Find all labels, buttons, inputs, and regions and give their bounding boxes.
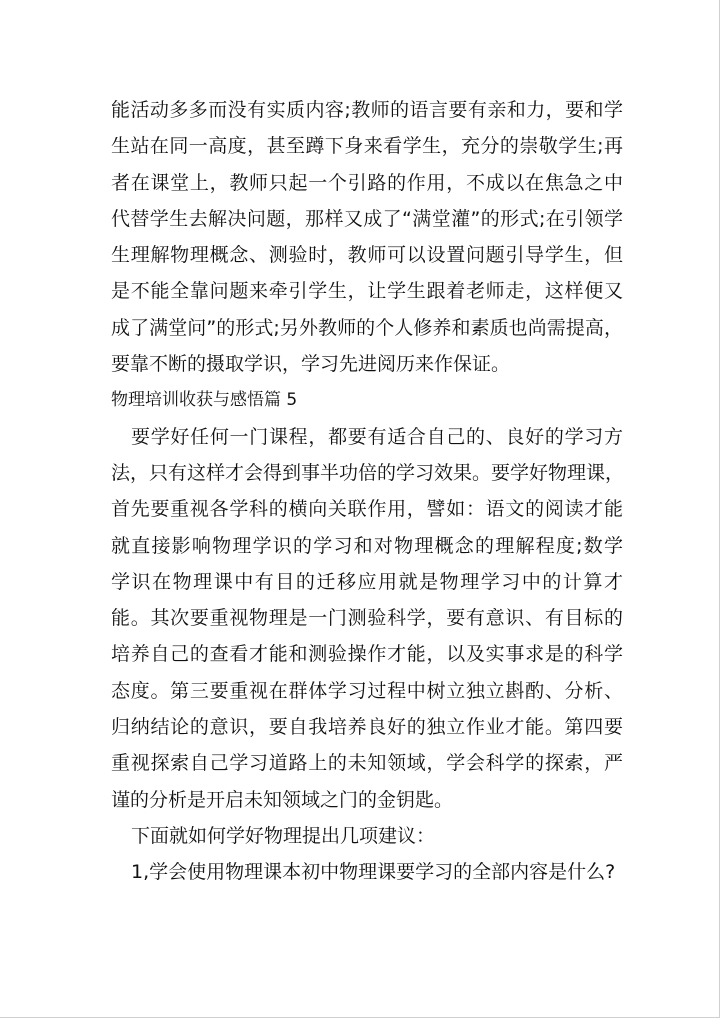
text-line: 能。其次要重视物理是一门测验科学，要有意识、有目标的 xyxy=(111,607,623,630)
text-line: 重视探索自己学习道路上的未知领域，学会科学的探索，严 xyxy=(111,752,623,775)
text-line: 就直接影响物理学识的学习和对物理概念的理解程度;数学 xyxy=(111,534,623,557)
text-line: 1,学会使用物理课本初中物理课要学习的全部内容是什么? xyxy=(131,861,616,884)
document-body xyxy=(111,92,623,891)
text-line: 下面就如何学好物理提出几项建议： xyxy=(131,824,436,847)
text-line: 法，只有这样才会得到事半功倍的学习效果。要学好物理课， xyxy=(111,461,625,484)
text-line: 能活动多多而没有实质内容;教师的语言要有亲和力，要和学 xyxy=(111,99,623,121)
text-line: 首先要重视各学科的横向关联作用，譬如：语文的阅读才能 xyxy=(111,498,623,521)
text-line: 要靠不断的摄取学识，学习先进阅历来作保证。 xyxy=(111,353,511,376)
text-line: 归纳结论的意识，要自我培养良好的独立作业才能。第四要 xyxy=(111,716,623,739)
section-heading: 物理培训收获与感悟篇 5 xyxy=(111,390,298,411)
text-line: 生理解物理概念、测验时，教师可以设置问题引导学生，但 xyxy=(111,244,623,267)
text-line: 要学好任何一门课程，都要有适合自己的、良好的学习方 xyxy=(131,425,623,448)
text-line: 生站在同一高度，甚至蹲下身来看学生，充分的崇敬学生;再 xyxy=(111,135,623,158)
text-line: 是不能全靠问题来牵引学生，让学生跟着老师走，这样便又 xyxy=(111,280,623,303)
text-line: 态度。第三要重视在群体学习过程中树立独立斟酌、分析、 xyxy=(111,679,623,702)
text-line: 成了满堂问”的形式;另外教师的个人修养和素质也尚需提高， xyxy=(111,316,623,339)
text-line: 学识在物理课中有目的迁移应用就是物理学习中的计算才 xyxy=(111,570,623,593)
text-line: 者在课堂上，教师只起一个引路的作用，不成以在焦急之中 xyxy=(111,171,623,194)
text-line: 谨的分析是开启未知领域之门的金钥匙。 xyxy=(111,788,454,811)
text-line: 代替学生去解决问题，那样又成了“满堂灌”的形式;在引领学 xyxy=(111,207,623,230)
text-line: 培养自己的查看才能和测验操作才能，以及实事求是的科学 xyxy=(111,643,623,666)
